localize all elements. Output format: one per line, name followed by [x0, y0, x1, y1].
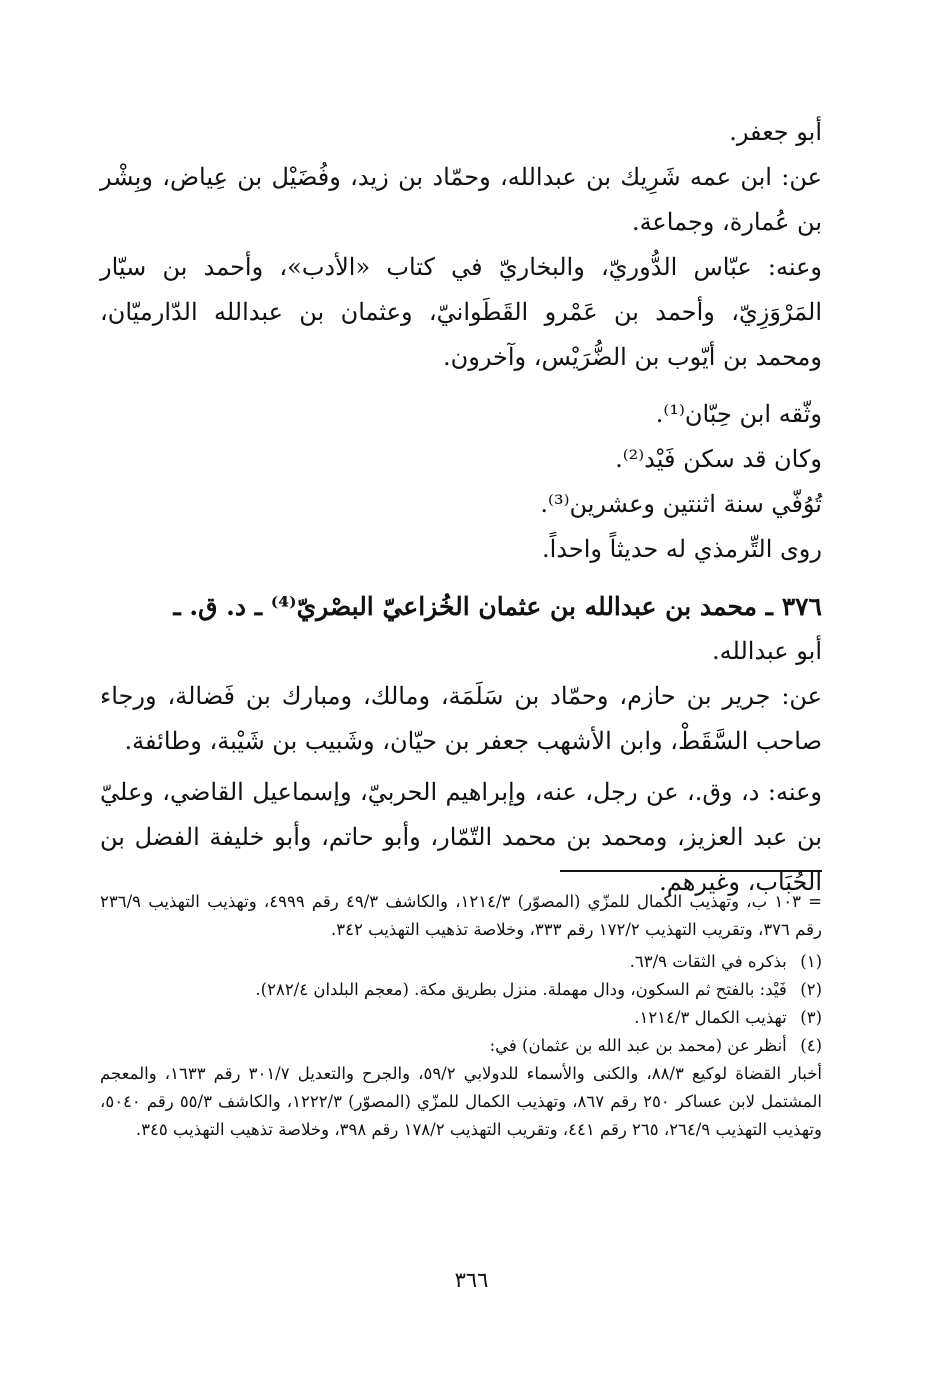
footnote-text: تهذيب الكمال ١٢١٤/٣. — [634, 1008, 787, 1027]
page-number: ٣٦٦ — [454, 1268, 489, 1292]
footnote-continuation: = ١٠٣ ب، وتهذيب الكمال للمزّي (المصوّر) ١٢١٤/٣، والكاشف ٤٩/٣ رقم ٤٩٩٩، وتهذيب التهذيب ٢٣٦/٩ رقم ٣٧٦، وتقريب التهذيب ١٧٢/٢ رقم ٣٣٣، وخلاصة تذهيب التهذيب ٣٤٢. — [100, 892, 822, 939]
teachers-paragraph: عن: ابن عمه شَرِيك بن عبدالله، وحمّاد بن زيد، وفُضَيْل بن عِياض، وبِشْر بن عُمارة، وجماعة. — [100, 163, 822, 236]
footnote-4-body: أخبار القضاة لوكيع ٨٨/٣، والكنى والأسماء للدولابي ٥٩/٢، والجرح والتعديل ٣٠١/٧ رقم ١٦٣٣، والمعجم المشتمل لابن عساكر ٢٥٠ رقم ٨٦٧، وتهذيب الكمال للمزّي (المصوّر) ١٢٢٢/٣، والكاشف ٥٥/٣ رقم ٥٠٤٠، وتهذيب التهذيب ٢٦٤/٩، ٢٦٥ رقم ٤٤١، وتقريب التهذيب ١٧٨/٢ رقم ٣٩٨، وخلاصة تذهيب التهذيب ٣٤٥. — [100, 1064, 823, 1139]
entry-heading: ٣٧٦ ـ محمد بن عبدالله بن عثمان الخُزاعيّ البصْريّ⁽⁴⁾ ـ د. ق. ـ — [173, 592, 822, 621]
footnote-1 — [100, 948, 822, 976]
footnote-text: فَيْد: بالفتح ثم السكون، ودال مهملة. منزل بطريق مكة. (معجم البلدان ٢٨٢/٤). — [255, 980, 787, 999]
footnote-3 — [100, 1004, 822, 1032]
tirmidhi-line: روى التِّرمذي له حديثاً واحداً. — [541, 535, 822, 563]
footnote-number: (١) — [800, 952, 822, 971]
reliability-line: وثّقه ابن حِبّان⁽¹⁾. — [655, 400, 822, 428]
footnote-4 — [100, 1032, 822, 1060]
footnotes — [100, 888, 822, 1144]
footnote-number: (٢) — [800, 980, 822, 999]
entry-students-paragraph: وعنه: د، وق.، عن رجل، عنه، وإبراهيم الحربيّ، وإسماعيل القاضي، وعليّ بن عبد العزيز، ومحمد بن محمد التّمّار، وأبو حاتم، وأبو خليفة الفضل بن الحُبَاب، وغيرهم. — [100, 778, 822, 896]
footnote-number: (٣) — [800, 1008, 822, 1027]
main-text — [100, 110, 822, 905]
students-paragraph: وعنه: عبّاس الدُّوريّ، والبخاريّ في كتاب «الأدب»، وأحمد بن سيّار المَرْوَزِيّ، وأحمد بن عَمْرو القَطَوانيّ، وعثمان بن عبدالله الدّارميّان، ومحمد بن أيّوب بن الضُّرَيْس، وآخرون. — [100, 253, 822, 371]
footnote-text: أنظر عن (محمد بن عبد الله بن عثمان) في: — [489, 1036, 787, 1055]
residence-line: وكان قد سكن فَيْد⁽²⁾. — [615, 445, 822, 473]
footnote-2 — [100, 976, 822, 1004]
footnote-divider — [560, 870, 822, 872]
entry-kunya-line: أبو عبدالله. — [712, 637, 822, 665]
entry-teachers-paragraph: عن: جرير بن حازم، وحمّاد بن سَلَمَة، ومالك، ومبارك بن فَضالة، ورجاء صاحب السَّقَطْ، وابن الأشهب جعفر بن حيّان، وشَبيب بن شَيْبة، وطائفة. — [100, 682, 822, 755]
footnote-text: بذكره في الثقات ٦٣/٩. — [629, 952, 787, 971]
footnote-number: (٤) — [800, 1036, 822, 1055]
death-line: تُوُفّي سنة اثنتين وعشرين⁽³⁾. — [540, 490, 822, 518]
kunya-line: أبو جعفر. — [729, 118, 822, 146]
